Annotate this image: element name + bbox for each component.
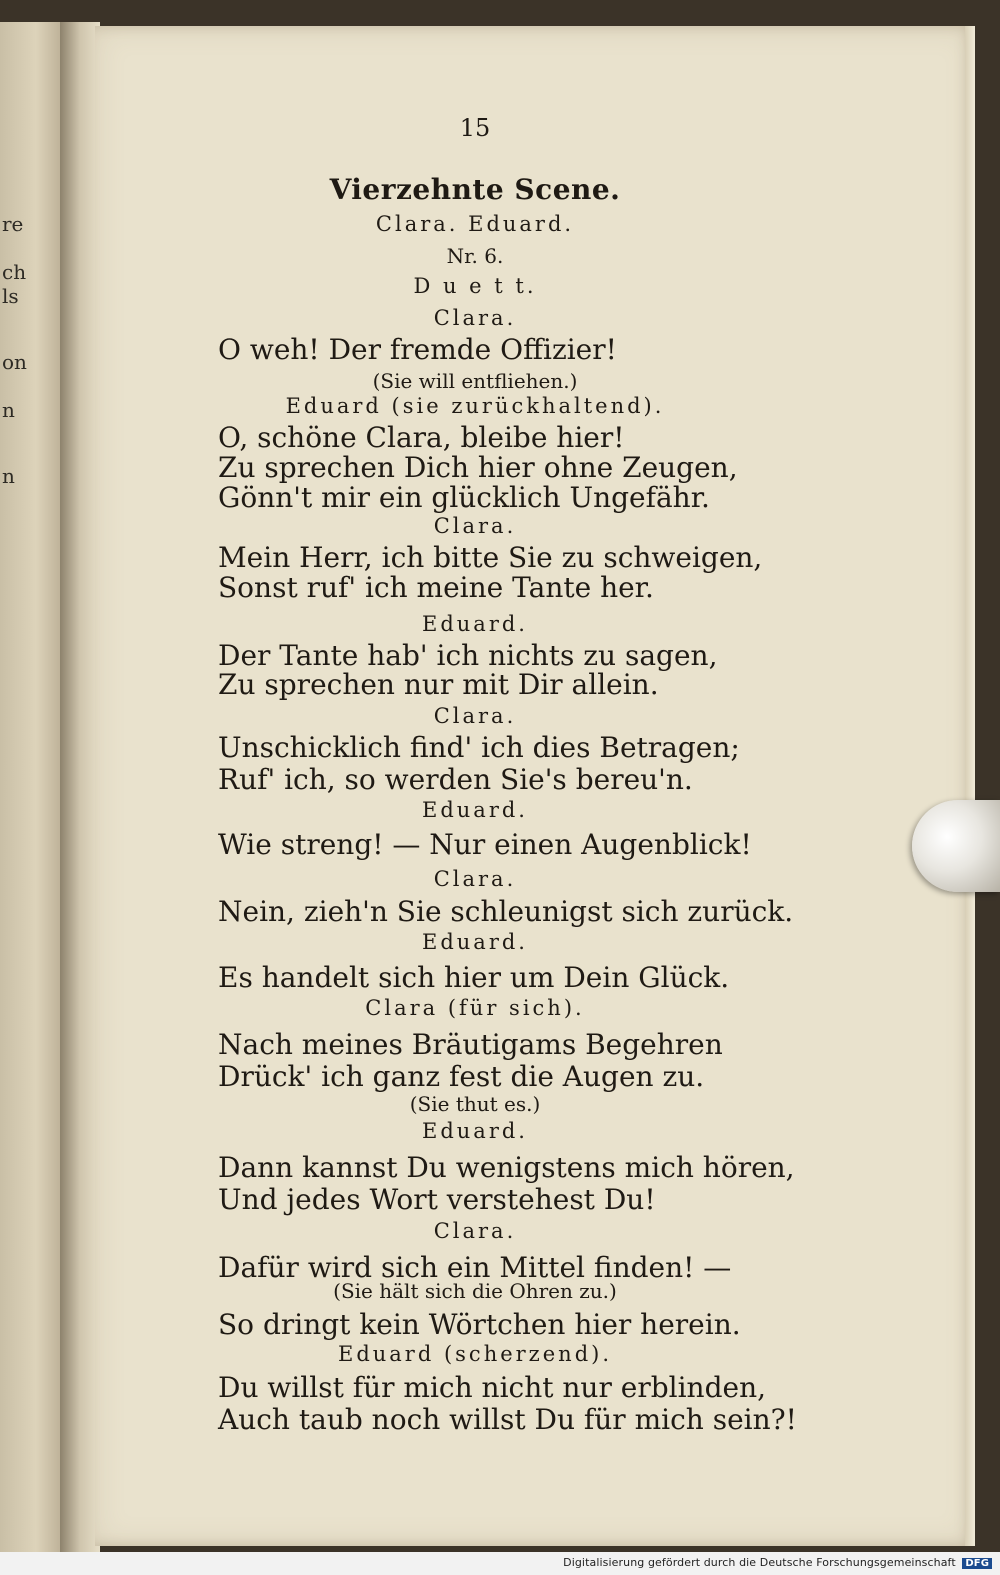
stage-direction: (Sie thut es.): [409, 1092, 541, 1116]
footer-credit: [563, 1556, 992, 1569]
left-fragment: n: [2, 464, 15, 488]
speaker-label: Clara.: [433, 867, 517, 891]
verse-line: So dringt kein Wörtchen hier herein.: [218, 1308, 741, 1341]
book-page: [95, 26, 975, 1546]
speaker-label: Clara.: [433, 704, 517, 728]
speaker-label: Clara.: [433, 1219, 517, 1243]
verse-line: Wie streng! — Nur einen Augenblick!: [218, 828, 752, 861]
verse-line: Du willst für mich nicht nur erblinden,: [218, 1371, 766, 1404]
verse-line: Sonst ruf' ich meine Tante her.: [218, 571, 654, 604]
verse-line: Mein Herr, ich bitte Sie zu schweigen,: [218, 541, 763, 574]
footer-bar: [0, 1552, 1000, 1575]
verse-line: Nach meines Bräutigams Begehren: [218, 1028, 723, 1061]
footer-text: Digitalisierung gefördert durch die Deutsche Forschungsgemeinschaft: [563, 1556, 956, 1569]
characters-list: Clara. Eduard.: [375, 212, 575, 236]
left-fragment: re: [2, 212, 24, 236]
speaker-label: Clara.: [433, 306, 517, 330]
verse-line: Auch taub noch willst Du für mich sein?!: [218, 1403, 797, 1436]
verse-line: Zu sprechen Dich hier ohne Zeugen,: [218, 451, 738, 484]
page-number: 15: [459, 114, 491, 142]
speaker-label: Eduard.: [422, 798, 528, 822]
verse-line: Nein, zieh'n Sie schleunigst sich zurück.: [218, 895, 794, 928]
verse-line: Und jedes Wort verstehest Du!: [218, 1183, 656, 1216]
book-gutter: [60, 22, 100, 1552]
page-edge: [965, 26, 975, 1546]
verse-line: Dann kannst Du wenigstens mich hören,: [218, 1151, 795, 1184]
speaker-label: Clara (für sich).: [365, 996, 585, 1020]
verse-line: Der Tante hab' ich nichts zu sagen,: [218, 639, 718, 672]
previous-page-edge: [0, 22, 60, 1552]
verse-line: Gönn't mir ein glücklich Ungefähr.: [218, 481, 710, 514]
verse-line: Drück' ich ganz fest die Augen zu.: [218, 1060, 705, 1093]
number-label: Nr. 6.: [446, 244, 504, 268]
verse-line: O weh! Der fremde Offizier!: [218, 333, 617, 366]
speaker-label: Eduard (sie zurückhaltend).: [285, 394, 665, 418]
scene-title: Vierzehnte Scene.: [329, 173, 621, 206]
verse-line: Zu sprechen nur mit Dir allein.: [218, 668, 659, 701]
speaker-label: Eduard.: [422, 930, 528, 954]
left-fragment: on: [2, 350, 27, 374]
dfg-logo: DFG: [962, 1558, 992, 1569]
left-fragment: n: [2, 398, 15, 422]
verse-line: Ruf' ich, so werden Sie's bereu'n.: [218, 763, 693, 796]
page-clip: [912, 800, 1000, 892]
speaker-label: Eduard.: [422, 612, 528, 636]
verse-line: Dafür wird sich ein Mittel finden! —: [218, 1251, 732, 1284]
stage-direction: (Sie will entfliehen.): [372, 369, 578, 393]
speaker-label: Clara.: [433, 514, 517, 538]
piece-type: D u e t t.: [413, 274, 537, 298]
verse-line: O, schöne Clara, bleibe hier!: [218, 421, 625, 454]
verse-line: Unschicklich find' ich dies Betragen;: [218, 731, 740, 764]
left-fragment: ls: [2, 284, 19, 308]
speaker-label: Eduard.: [422, 1119, 528, 1143]
stage-direction: (Sie hält sich die Ohren zu.): [333, 1279, 617, 1303]
speaker-label: Eduard (scherzend).: [337, 1342, 613, 1366]
left-fragment: ch: [2, 260, 27, 284]
verse-line: Es handelt sich hier um Dein Glück.: [218, 961, 730, 994]
